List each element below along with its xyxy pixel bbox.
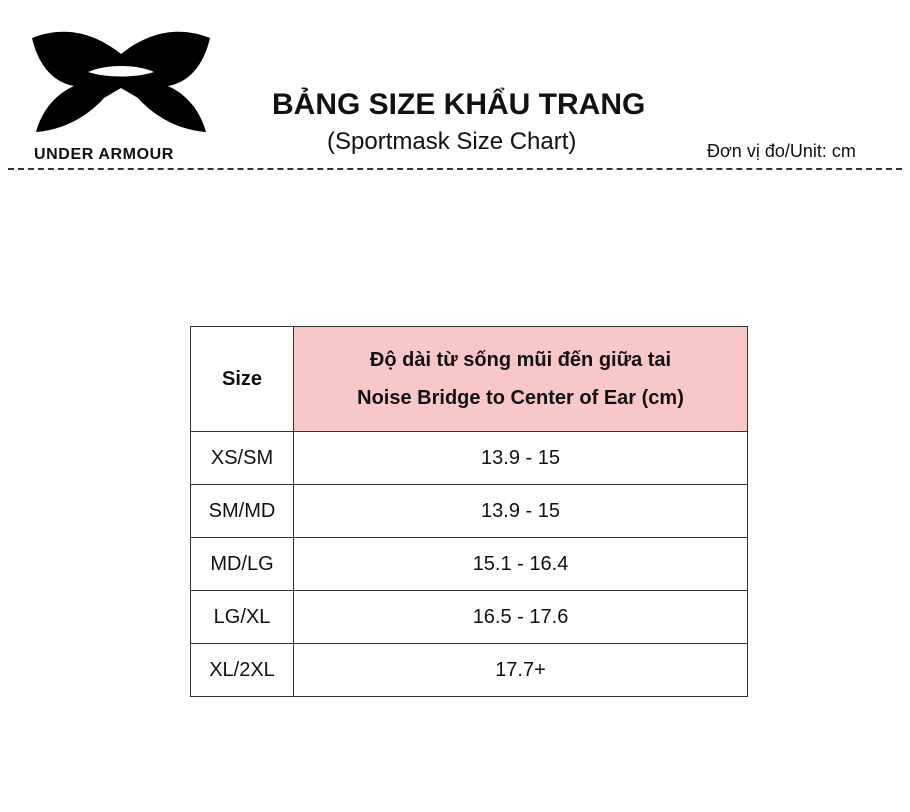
measure-cell: 13.9 - 15 [294,485,748,538]
unit-label: Đơn vị đo/Unit: cm [707,141,856,161]
under-armour-logo-icon [28,24,214,136]
page-title: BẢNG SIZE KHẨU TRANG [272,88,646,121]
size-cell: SM/MD [191,485,294,538]
table-row [191,538,748,591]
size-cell: XS/SM [191,432,294,485]
measure-cell: 16.5 - 17.6 [294,591,748,644]
measure-column-header [294,327,748,432]
dashed-divider [8,168,902,170]
page-subtitle: (Sportmask Size Chart) [327,128,577,155]
measure-cell: 15.1 - 16.4 [294,538,748,591]
table-row [191,485,748,538]
measure-cell: 13.9 - 15 [294,432,748,485]
measure-header-vi: Độ dài từ sống mũi đến giữa tai [369,349,672,371]
table-header-row [191,327,748,432]
size-cell: MD/LG [191,538,294,591]
table-row [191,644,748,697]
table-row [191,432,748,485]
size-cell: XL/2XL [191,644,294,697]
size-column-header: Size [191,327,294,432]
size-cell: LG/XL [191,591,294,644]
measure-cell: 17.7+ [294,644,748,697]
brand-name: UNDER ARMOUR [34,146,174,163]
size-chart-table [190,326,748,697]
measure-header-en: Noise Bridge to Center of Ear (cm) [357,387,684,409]
table-row [191,591,748,644]
